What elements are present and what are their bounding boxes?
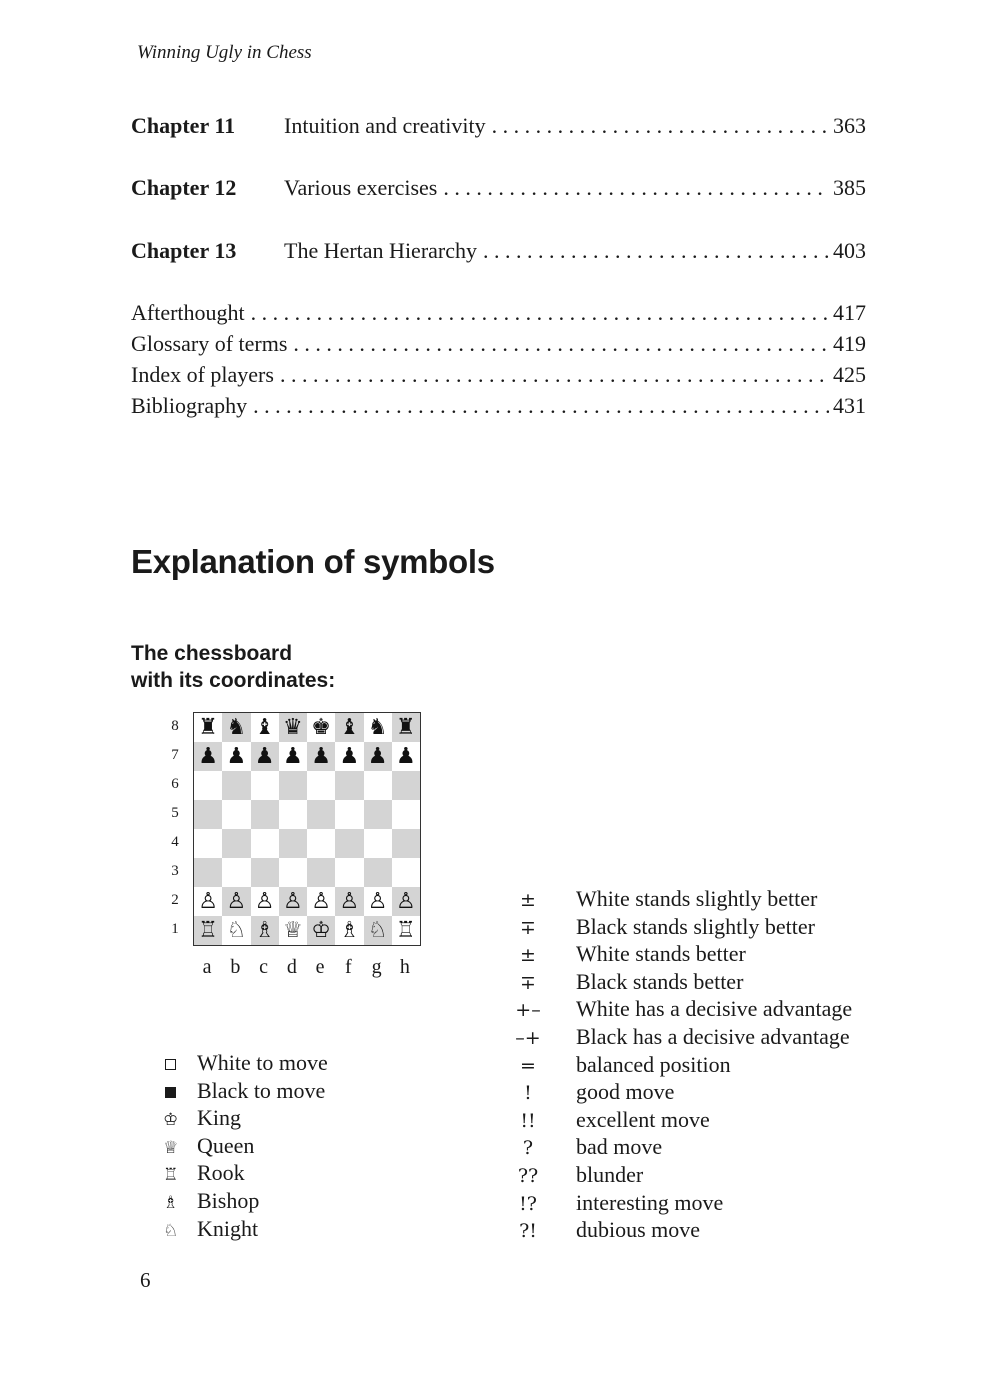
annotation-symbol: !!	[520, 1109, 536, 1132]
dot-leader	[443, 175, 829, 201]
chess-piece-icon: ♙	[254, 888, 275, 914]
board-square-e4	[307, 829, 335, 858]
dot-leader	[253, 393, 829, 419]
board-square-a8	[194, 713, 222, 742]
page-ref: 425	[833, 362, 866, 387]
legend-item	[163, 1133, 328, 1161]
board-caption-line: with its coordinates:	[131, 669, 336, 692]
board-square-f4	[335, 829, 363, 858]
board-caption-line: The chessboard	[131, 642, 293, 665]
symbol-item	[505, 1079, 852, 1107]
board-square-a6	[194, 771, 222, 800]
board-square-a2	[194, 887, 222, 916]
entry-title: Glossary of terms	[131, 331, 288, 356]
chess-piece-icon: ♔	[311, 917, 331, 943]
annotation-symbol: ∓	[520, 916, 536, 939]
annotation-symbol: !	[524, 1082, 532, 1105]
chess-piece-icon: ♖	[198, 917, 218, 943]
chapter-label: Chapter 12	[131, 175, 237, 200]
chapter-title: Various exercises	[284, 175, 438, 200]
section-heading: Explanation of symbols	[131, 543, 495, 580]
chess-piece-icon: ♗	[254, 917, 275, 943]
board-square-c2	[251, 887, 279, 916]
chess-piece-icon: ♟	[396, 743, 416, 769]
file-label: c	[259, 956, 269, 978]
symbol-meaning: White stands slightly better	[576, 886, 818, 911]
board-square-g5	[364, 800, 392, 829]
board-square-h4	[392, 829, 420, 858]
page-number: 6	[140, 1268, 151, 1292]
legend-label: White to move	[197, 1050, 328, 1075]
legend-item	[163, 1078, 328, 1106]
chapter-title: Intuition and creativity	[284, 113, 486, 138]
file-label: b	[230, 956, 241, 978]
rook-icon: ♖	[163, 1165, 179, 1186]
symbol-meaning: good move	[576, 1079, 675, 1105]
legend-label: Rook	[197, 1160, 245, 1186]
board-square-b8	[222, 713, 250, 742]
file-label: f	[345, 956, 352, 978]
rank-label: 7	[171, 747, 179, 763]
symbol-item	[505, 1162, 852, 1190]
chessboard	[193, 712, 421, 946]
symbol-item	[505, 886, 852, 914]
chess-piece-icon: ♝	[339, 714, 360, 740]
rank-label: 1	[171, 921, 179, 937]
chess-piece-icon: ♟	[367, 743, 388, 769]
file-label: h	[399, 956, 410, 978]
chess-piece-icon: ♙	[311, 888, 331, 914]
legend-item	[163, 1105, 328, 1133]
board-square-b4	[222, 829, 250, 858]
dot-leader	[251, 300, 829, 326]
toc-row-chapter-13	[131, 238, 866, 264]
board-square-g8	[364, 713, 392, 742]
board-square-d6	[279, 771, 307, 800]
rank-label: 6	[171, 776, 179, 792]
symbol-meaning: White stands better	[576, 941, 746, 967]
chess-piece-icon: ♚	[311, 714, 331, 740]
chess-piece-icon: ♙	[283, 888, 303, 914]
legend-item	[163, 1160, 328, 1188]
board-square-e6	[307, 771, 335, 800]
board-square-f5	[335, 800, 363, 829]
board-square-g1	[364, 916, 392, 945]
file-label: g	[371, 956, 382, 978]
board-square-h8	[392, 713, 420, 742]
legend-label: King	[197, 1105, 241, 1131]
board-square-f1	[335, 916, 363, 945]
board-square-f7	[335, 742, 363, 771]
board-square-e7	[307, 742, 335, 771]
symbol-meaning: White has a decisive advantage	[576, 996, 853, 1022]
board-square-g2	[364, 887, 392, 916]
chess-piece-icon: ♛	[283, 714, 303, 740]
symbol-item	[505, 1024, 852, 1052]
legend-label: Knight	[197, 1215, 259, 1241]
toc-row-chapter-12	[131, 175, 866, 201]
chess-piece-icon: ♟	[226, 743, 247, 769]
symbol-item	[505, 1107, 852, 1135]
board-square-c3	[251, 858, 279, 887]
board-square-g3	[364, 858, 392, 887]
symbol-meaning: excellent move	[576, 1106, 710, 1132]
chapter-label: Chapter 11	[131, 113, 236, 138]
toc-row-index-of-players	[131, 362, 866, 388]
chess-piece-icon: ♞	[367, 714, 388, 740]
board-square-c7	[251, 742, 279, 771]
entry-title: Index of players	[131, 362, 274, 387]
annotation-symbol: ∓	[520, 971, 536, 994]
board-square-d4	[279, 829, 307, 858]
chess-piece-icon: ♕	[283, 917, 303, 943]
entry-title: Bibliography	[131, 393, 248, 418]
board-square-h1	[392, 916, 420, 945]
symbol-meaning: Black stands better	[576, 968, 744, 994]
board-square-f6	[335, 771, 363, 800]
queen-icon: ♕	[163, 1137, 179, 1158]
chess-piece-icon: ♘	[367, 917, 388, 943]
file-label: d	[286, 956, 297, 978]
annotation-symbol: +–	[515, 999, 541, 1022]
symbol-item	[505, 1190, 852, 1218]
symbol-item	[505, 914, 852, 942]
board-square-b2	[222, 887, 250, 916]
board-square-a5	[194, 800, 222, 829]
annotation-symbol: ??	[517, 1164, 539, 1187]
dot-leader	[280, 362, 829, 388]
symbol-item	[505, 969, 852, 997]
symbol-meaning: blunder	[576, 1161, 644, 1187]
board-square-c5	[251, 800, 279, 829]
rank-label: 2	[171, 892, 179, 908]
board-square-d2	[279, 887, 307, 916]
board-square-h6	[392, 771, 420, 800]
board-square-h5	[392, 800, 420, 829]
chess-piece-icon: ♘	[226, 917, 247, 943]
toc-row-bibliography	[131, 393, 866, 419]
white-square-icon	[163, 1055, 197, 1075]
board-square-h3	[392, 858, 420, 887]
annotation-symbol: ±	[520, 889, 536, 911]
symbol-meaning: Black stands slightly better	[576, 913, 815, 939]
chapter-title: The Hertan Hierarchy	[284, 238, 478, 263]
legend-item	[163, 1050, 328, 1078]
chess-piece-icon: ♙	[367, 888, 388, 914]
board-square-a7	[194, 742, 222, 771]
evaluation-symbols-legend	[505, 886, 852, 1245]
board-square-d1	[279, 916, 307, 945]
page-ref: 363	[833, 113, 866, 138]
toc-row-chapter-11	[131, 113, 866, 139]
board-square-d8	[279, 713, 307, 742]
annotation-symbol: ±	[520, 944, 536, 967]
chess-piece-icon: ♟	[198, 743, 218, 769]
dot-leader	[483, 238, 829, 264]
chess-piece-icon: ♗	[339, 917, 360, 943]
chess-piece-icon: ♖	[396, 917, 416, 943]
symbol-meaning: Black has a decisive advantage	[576, 1023, 850, 1049]
board-square-c4	[251, 829, 279, 858]
chess-piece-icon: ♟	[339, 743, 360, 769]
rank-label: 8	[171, 718, 179, 734]
legend-label: Bishop	[197, 1187, 260, 1213]
chess-piece-icon: ♜	[198, 714, 218, 740]
board-square-g6	[364, 771, 392, 800]
chess-piece-icon: ♟	[283, 743, 303, 769]
toc-row-glossary	[131, 331, 866, 357]
page-ref: 385	[833, 175, 866, 200]
symbol-meaning: interesting move	[576, 1189, 724, 1215]
symbol-item	[505, 941, 852, 969]
chess-piece-icon: ♞	[226, 714, 247, 740]
annotation-symbol: ?	[522, 1137, 534, 1160]
board-square-b3	[222, 858, 250, 887]
board-caption	[131, 640, 335, 694]
legend-item	[163, 1188, 328, 1216]
board-square-a1	[194, 916, 222, 945]
chess-piece-icon: ♟	[311, 743, 331, 769]
board-square-b5	[222, 800, 250, 829]
board-square-a4	[194, 829, 222, 858]
chess-piece-icon: ♙	[198, 888, 218, 914]
board-square-d5	[279, 800, 307, 829]
board-square-h7	[392, 742, 420, 771]
file-labels	[193, 956, 419, 979]
chess-piece-icon: ♝	[254, 714, 275, 740]
symbol-meaning: balanced position	[576, 1051, 731, 1077]
toc-row-afterthought	[131, 300, 866, 326]
board-square-e1	[307, 916, 335, 945]
chess-piece-icon: ♙	[396, 888, 416, 914]
page-ref: 431	[833, 393, 866, 418]
black-square-icon	[163, 1083, 197, 1103]
page-ref: 403	[833, 238, 866, 263]
annotation-symbol: =	[520, 1054, 536, 1077]
rank-label: 3	[171, 863, 179, 879]
rank-label: 4	[171, 834, 179, 850]
annotation-symbol: ?!	[519, 1220, 537, 1243]
page-ref: 419	[833, 331, 866, 356]
file-label: e	[315, 956, 325, 978]
running-head: Winning Ugly in Chess	[137, 42, 312, 63]
chess-piece-icon: ♜	[396, 714, 416, 740]
board-square-b6	[222, 771, 250, 800]
board-square-g7	[364, 742, 392, 771]
board-square-f2	[335, 887, 363, 916]
legend-item	[163, 1216, 328, 1244]
dot-leader	[293, 331, 829, 357]
annotation-symbol: –+	[515, 1026, 541, 1049]
symbol-meaning: bad move	[576, 1134, 663, 1160]
bishop-icon: ♗	[163, 1192, 179, 1213]
board-square-e5	[307, 800, 335, 829]
knight-icon: ♘	[163, 1220, 179, 1241]
page-ref: 417	[833, 300, 866, 325]
board-square-c6	[251, 771, 279, 800]
board-square-a3	[194, 858, 222, 887]
board-square-g4	[364, 829, 392, 858]
symbol-item	[505, 1052, 852, 1080]
board-square-d7	[279, 742, 307, 771]
king-icon: ♔	[163, 1110, 179, 1131]
symbol-item	[505, 1134, 852, 1162]
dot-leader	[492, 113, 829, 139]
symbol-item	[505, 1217, 852, 1245]
annotation-symbol: !?	[519, 1192, 537, 1215]
chess-piece-icon: ♙	[226, 888, 247, 914]
entry-title: Afterthought	[131, 300, 245, 325]
symbol-item	[505, 996, 852, 1024]
legend-label: Black to move	[197, 1077, 326, 1103]
rank-label: 5	[171, 805, 179, 821]
board-square-b7	[222, 742, 250, 771]
board-square-f8	[335, 713, 363, 742]
board-square-c8	[251, 713, 279, 742]
board-square-e8	[307, 713, 335, 742]
chess-piece-icon: ♙	[339, 888, 360, 914]
board-square-c1	[251, 916, 279, 945]
board-square-e3	[307, 858, 335, 887]
chess-piece-icon: ♟	[254, 743, 275, 769]
board-square-d3	[279, 858, 307, 887]
board-square-b1	[222, 916, 250, 945]
legend-label: Queen	[197, 1132, 255, 1158]
symbol-meaning: dubious move	[576, 1217, 701, 1243]
board-square-f3	[335, 858, 363, 887]
piece-legend	[163, 1050, 328, 1243]
board-square-h2	[392, 887, 420, 916]
file-label: a	[202, 956, 212, 978]
chapter-label: Chapter 13	[131, 238, 237, 263]
board-square-e2	[307, 887, 335, 916]
